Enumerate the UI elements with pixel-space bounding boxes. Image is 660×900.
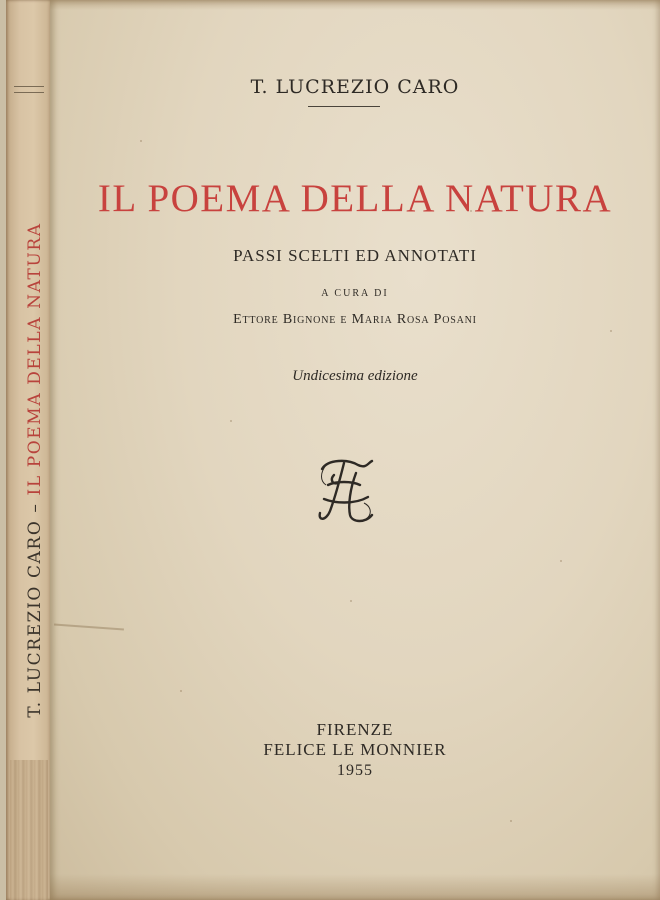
paper-speck	[610, 330, 612, 332]
paper-speck	[180, 690, 182, 692]
book-spine	[6, 0, 52, 900]
cover-title: IL POEMA DELLA NATURA	[97, 177, 613, 220]
spine-title: IL POEMA DELLA NATURA	[25, 222, 45, 496]
cover-edge-shadow	[50, 874, 660, 900]
spine-rule	[14, 92, 44, 93]
paper-speck	[230, 420, 232, 422]
cover-crease	[54, 624, 124, 631]
editors-line: Ettore Bignone e Maria Rosa Posani	[233, 312, 477, 327]
front-cover	[50, 0, 660, 900]
cover-subtitle: PASSI SCELTI ED ANNOTATI	[233, 246, 477, 265]
spine-author: T. LUCREZIO CARO	[25, 519, 45, 718]
paper-speck	[140, 140, 142, 142]
paper-speck	[350, 600, 352, 602]
publisher-city: FIRENZE	[316, 720, 394, 739]
cover-edge-shadow	[50, 0, 660, 10]
spine-text	[25, 222, 45, 717]
edition-line: Undicesima edizione	[292, 368, 418, 384]
spine-separator: –	[25, 502, 45, 513]
paper-speck	[470, 210, 472, 212]
spine-worn-band	[10, 760, 48, 900]
author-rule	[308, 106, 380, 107]
publisher-name: FELICE LE MONNIER	[263, 740, 447, 759]
paper-speck	[560, 560, 562, 562]
paper-speck	[510, 820, 512, 822]
curated-by-label: A CURA DI	[321, 288, 389, 299]
spine-rule	[14, 86, 44, 87]
publisher-monogram-icon	[314, 455, 378, 527]
cover-author: T. LUCREZIO CARO	[250, 76, 460, 98]
publication-year: 1955	[337, 762, 373, 779]
